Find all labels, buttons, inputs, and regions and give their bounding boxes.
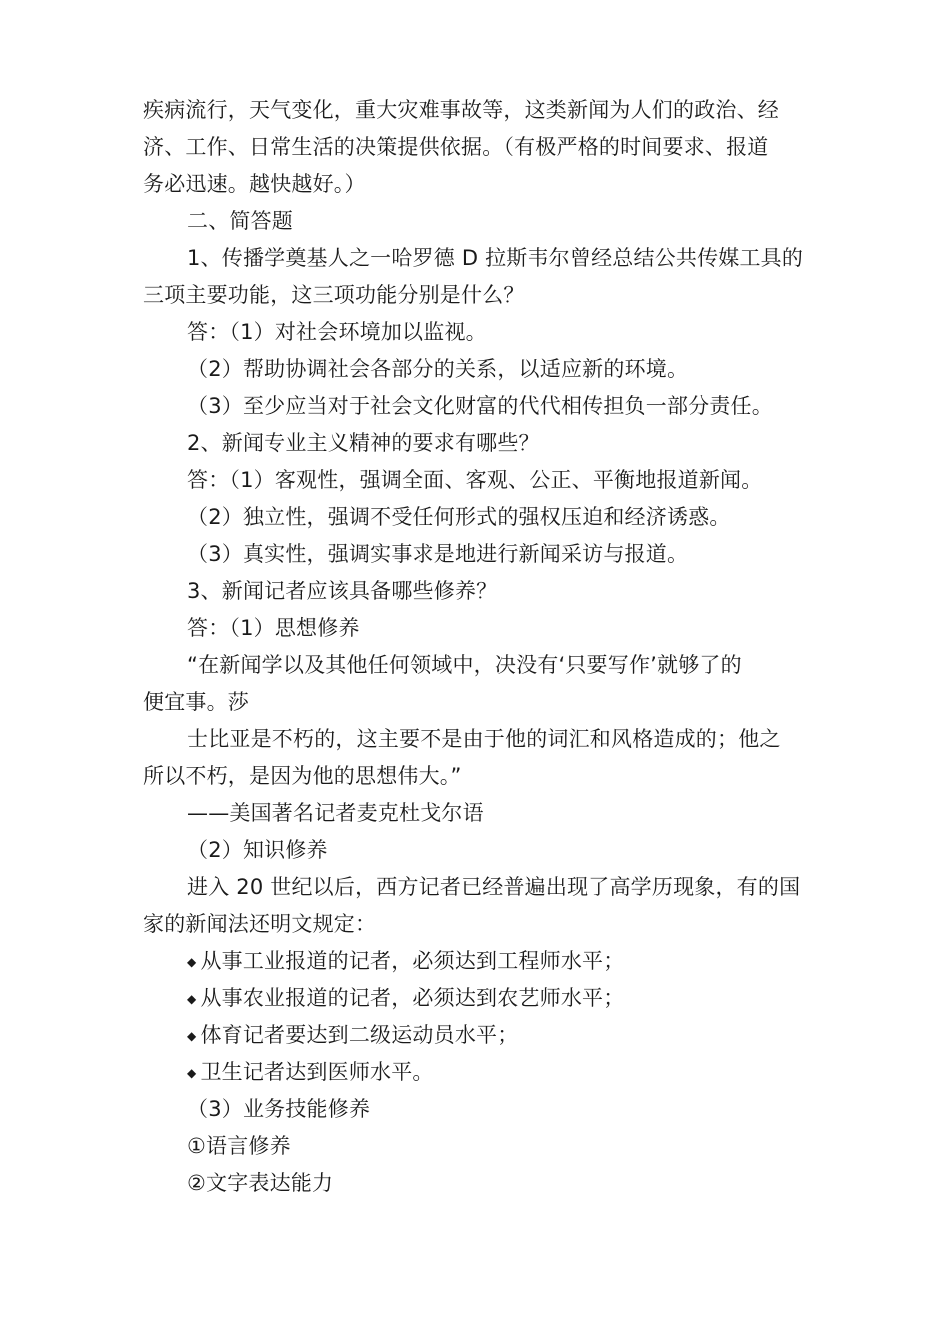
quote-attribution: ——美国著名记者麦克杜戈尔语: [187, 801, 484, 825]
skill-item-2: ②文字表达能力: [187, 1171, 334, 1195]
diamond-bullet-icon: ◆: [187, 991, 197, 1006]
quote-line-3: 士比亚是不朽的，这主要不是由于他的词汇和风格造成的；他之: [187, 727, 781, 751]
answer-3-item-1: 答：（1）思想修养: [187, 616, 360, 640]
knowledge-paragraph-line-2: 家的新闻法还明文规定：: [143, 912, 377, 936]
paragraph-line-1: 疾病流行，天气变化，重大灾难事故等，这类新闻为人们的政治、经: [143, 98, 779, 122]
quote-line-1: “在新闻学以及其他任何领域中，决没有‘只要写作’就够了的: [187, 653, 742, 677]
bullet-item-text: 体育记者要达到二级运动员水平；: [200, 1023, 519, 1047]
question-2: 2、新闻专业主义精神的要求有哪些？: [187, 431, 540, 455]
paragraph-line-2: 济、工作、日常生活的决策提供依据。（有极严格的时间要求、报道: [143, 135, 769, 159]
answer-3-item-2: （2）知识修养: [187, 838, 328, 862]
diamond-bullet-icon: ◆: [187, 954, 197, 969]
bullet-item-1: [143, 943, 813, 980]
bullet-item-text: 从事农业报道的记者，必须达到农艺师水平；: [200, 986, 625, 1010]
answer-2-item-2: （2）独立性，强调不受任何形式的强权压迫和经济诱惑。: [187, 505, 731, 529]
answer-2-item-3: （3）真实性，强调实事求是地进行新闻采访与报道。: [187, 542, 689, 566]
answer-1-item-1: 答：（1）对社会环境加以监视。: [187, 320, 487, 344]
document-page: [143, 92, 813, 1202]
knowledge-paragraph-line-1: 进入 20 世纪以后，西方记者已经普遍出现了高学历现象，有的国: [187, 875, 801, 899]
quote-line-4: 所以不朽，是因为他的思想伟大。”: [143, 764, 462, 788]
paragraph-line-3: 务必迅速。越快越好。）: [143, 172, 366, 196]
question-3: 3、新闻记者应该具备哪些修养？: [187, 579, 498, 603]
bullet-item-2: [143, 980, 813, 1017]
skill-item-1: ①语言修养: [187, 1134, 291, 1158]
quote-line-2: 便宜事。莎: [143, 690, 249, 714]
diamond-bullet-icon: ◆: [187, 1065, 197, 1080]
section-heading: 二、简答题: [187, 209, 293, 233]
question-1-line-1: 1、传播学奠基人之一哈罗德 D 拉斯韦尔曾经总结公共传媒工具的: [187, 246, 804, 270]
answer-3-item-3: （3）业务技能修养: [187, 1097, 371, 1121]
bullet-item-4: [143, 1054, 813, 1091]
bullet-item-text: 从事工业报道的记者，必须达到工程师水平；: [200, 949, 625, 973]
diamond-bullet-icon: ◆: [187, 1028, 197, 1043]
answer-1-item-2: （2）帮助协调社会各部分的关系，以适应新的环境。: [187, 357, 689, 381]
answer-2-item-1: 答：（1）客观性，强调全面、客观、公正、平衡地报道新闻。: [187, 468, 763, 492]
bullet-item-text: 卫生记者达到医师水平。: [200, 1060, 434, 1084]
bullet-item-3: [143, 1017, 813, 1054]
question-1-line-2: 三项主要功能，这三项功能分别是什么？: [143, 283, 525, 307]
answer-1-item-3: （3）至少应当对于社会文化财富的代代相传担负一部分责任。: [187, 394, 773, 418]
